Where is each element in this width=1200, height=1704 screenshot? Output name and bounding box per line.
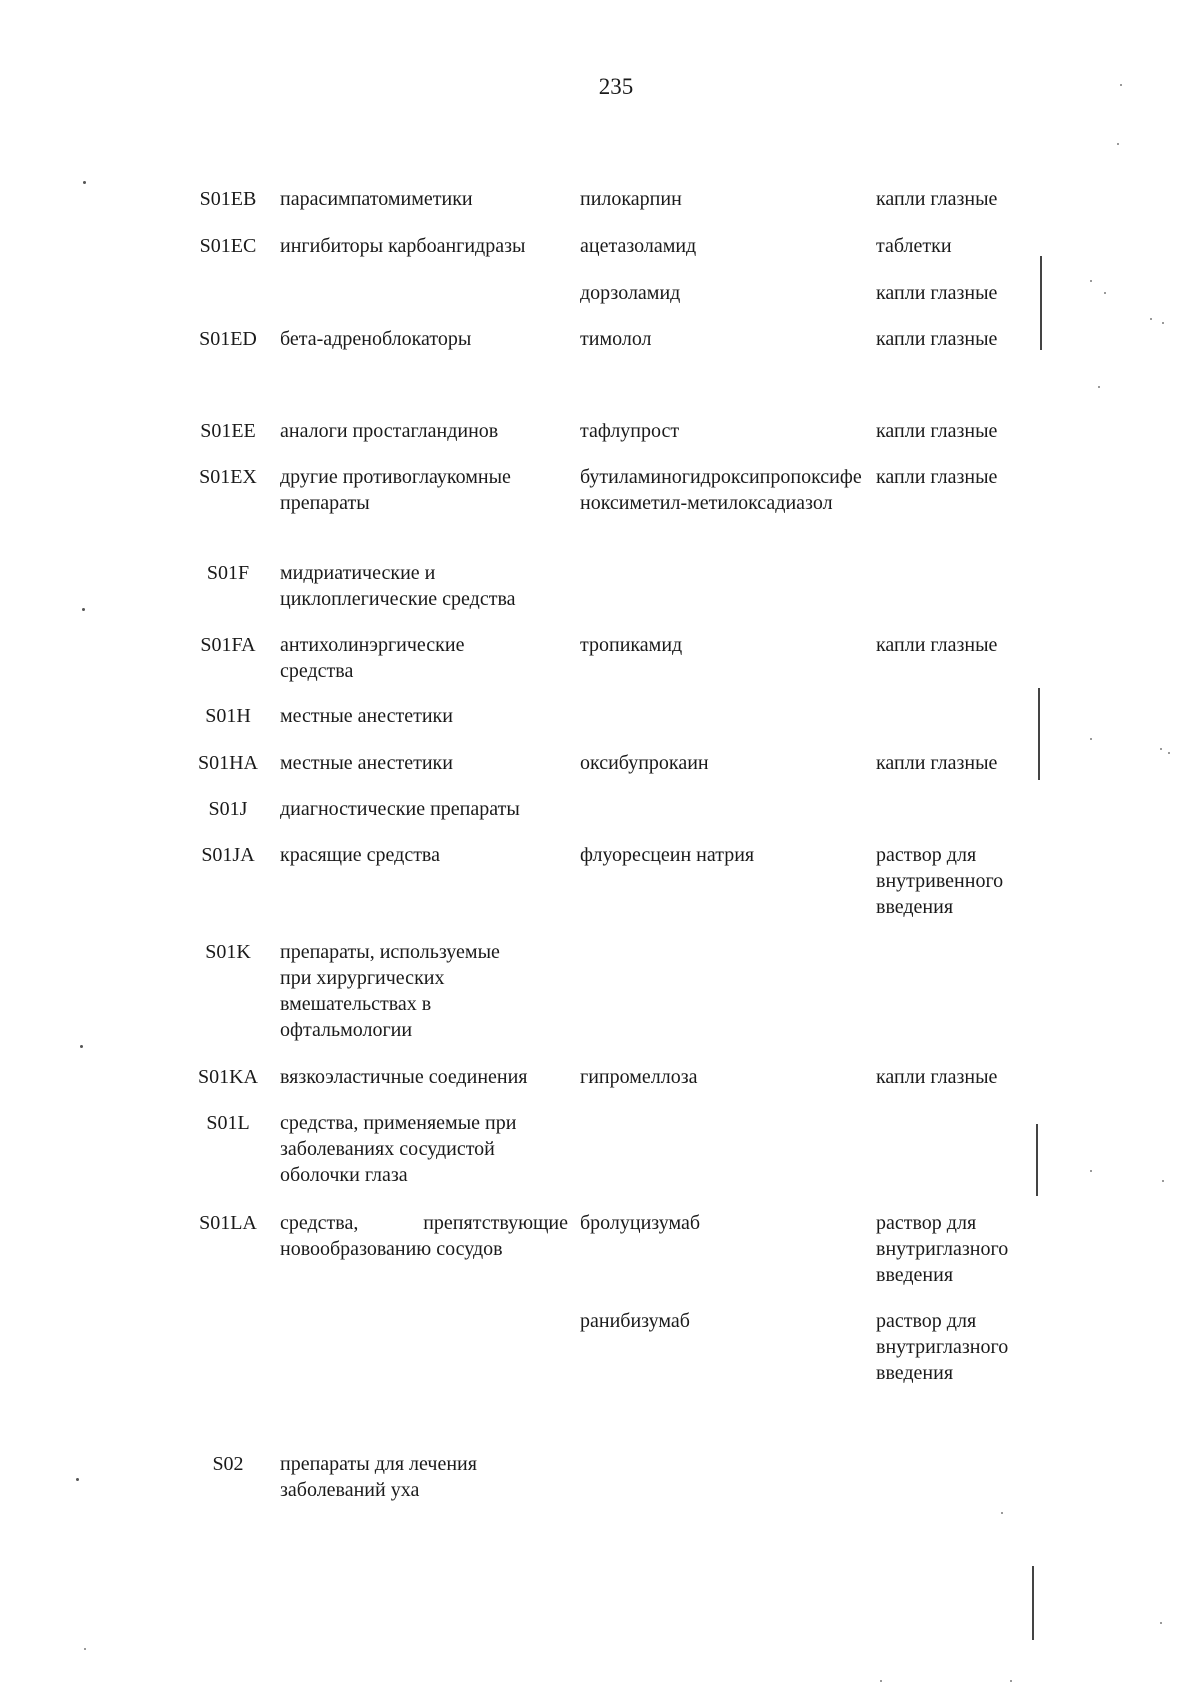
atc-code: S01ED (199, 328, 257, 350)
group-name: ингибиторы карбоангидразы (280, 235, 526, 257)
scan-artifact (82, 608, 85, 611)
scan-artifact (1150, 318, 1152, 320)
drug-name: ацетазоламид (580, 235, 697, 257)
drug-name: бролуцизумаб (580, 1212, 701, 1234)
dosage-form: капли глазные (876, 466, 998, 488)
group-name: антихолинэргические средства (280, 634, 465, 682)
group-name: вязкоэластичные соединения (280, 1066, 528, 1088)
atc-code: S01H (205, 705, 251, 727)
scan-artifact (80, 1045, 83, 1048)
scan-artifact (1090, 1170, 1092, 1172)
scan-artifact (1038, 688, 1040, 780)
drug-name: тимолол (580, 328, 652, 350)
drug-name: бутиламиногидроксипропоксифеноксиметил-метилоксадиазол (580, 466, 862, 514)
drug-name: гипромеллоза (580, 1066, 698, 1088)
scan-artifact (1040, 256, 1042, 350)
scan-artifact (880, 1680, 882, 1682)
scan-artifact (1090, 738, 1092, 740)
atc-code: S01EE (200, 420, 256, 442)
scan-artifact (1104, 292, 1106, 294)
atc-code: S01HA (197, 752, 258, 774)
scan-artifact (1160, 748, 1162, 750)
atc-code: S01FA (200, 634, 256, 656)
group-name: красящие средства (280, 844, 440, 866)
group-name: бета-адреноблокаторы (280, 328, 472, 350)
atc-code: S01EB (199, 188, 257, 210)
group-name: местные анестетики (280, 752, 453, 774)
atc-code: S01EC (199, 235, 257, 257)
group-name: парасимпатомиметики (280, 188, 473, 210)
scan-artifact (1098, 386, 1100, 388)
dosage-form: капли глазные (876, 752, 998, 774)
dosage-form: капли глазные (876, 420, 998, 442)
drug-name: ранибизумаб (580, 1310, 690, 1332)
scan-artifact (1162, 322, 1164, 324)
group-name: диагностические препараты (280, 798, 520, 820)
scan-artifact (1117, 143, 1119, 145)
dosage-form: капли глазные (876, 634, 998, 656)
group-name: другие противоглаукомные препараты (280, 466, 511, 514)
group-name: средства, применяемые при заболеваниях сосудистой оболочки глаза (280, 1112, 517, 1186)
dosage-form: раствор для внутриглазного введения (876, 1212, 1009, 1286)
group-name: средства, препятствующие новообразованию сосудов (280, 1212, 568, 1260)
dosage-form: капли глазные (876, 188, 998, 210)
scan-artifact (84, 1648, 86, 1650)
dosage-form: таблетки (876, 235, 952, 257)
scan-artifact (1001, 1512, 1003, 1514)
atc-code: S01JA (201, 844, 255, 866)
dosage-form: капли глазные (876, 1066, 998, 1088)
group-name: препараты для лечения заболеваний уха (280, 1453, 477, 1501)
group-name: местные анестетики (280, 705, 453, 727)
drug-name: оксибупрокаин (580, 752, 709, 774)
atc-code: S01LA (199, 1212, 257, 1234)
atc-code: S01F (206, 562, 250, 584)
group-name: препараты, используемые при хирургических вмешательствах в офтальмологии (280, 941, 500, 1041)
scan-artifact (76, 1478, 79, 1481)
drug-name: дорзоламид (580, 282, 681, 304)
group-name: аналоги простагландинов (280, 420, 499, 442)
scan-artifact (83, 181, 86, 184)
atc-code: S01KA (197, 1066, 258, 1088)
drug-name: тропикамид (580, 634, 683, 656)
atc-code: S01EX (199, 466, 257, 488)
atc-code: S02 (212, 1453, 244, 1475)
drug-name: пилокарпин (580, 188, 682, 210)
scan-artifact (1010, 1680, 1012, 1682)
scan-artifact (1162, 1180, 1164, 1182)
scan-artifact (1032, 1566, 1034, 1640)
atc-code: S01J (208, 798, 248, 820)
dosage-form: капли глазные (876, 328, 998, 350)
dosage-form: раствор для внутривенного введения (876, 844, 1004, 918)
scan-artifact (1168, 752, 1170, 754)
dosage-form: капли глазные (876, 282, 998, 304)
atc-code: S01K (205, 941, 251, 963)
scan-artifact (1090, 280, 1092, 282)
page-number: 235 (598, 74, 634, 99)
atc-code: S01L (206, 1112, 250, 1134)
drug-name: тафлупрост (580, 420, 680, 442)
drug-name: флуоресцеин натрия (580, 844, 755, 866)
scan-artifact (1120, 84, 1122, 86)
group-name: мидриатические и циклоплегические средства (280, 562, 516, 610)
dosage-form: раствор для внутриглазного введения (876, 1310, 1009, 1384)
scan-artifact (1160, 1622, 1162, 1624)
scan-artifact (1036, 1124, 1038, 1196)
